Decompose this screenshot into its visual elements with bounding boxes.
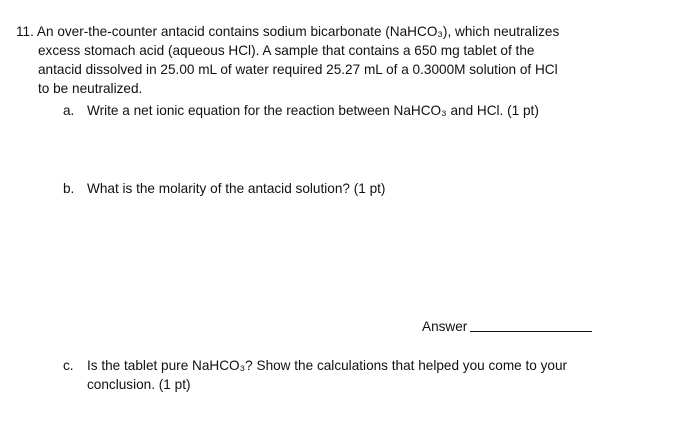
part-b-text: What is the molarity of the antacid solution? (1 pt) bbox=[87, 181, 386, 196]
part-a-letter: a. bbox=[63, 103, 75, 118]
part-c-text-line-2: conclusion. (1 pt) bbox=[87, 377, 191, 392]
question-text-line-1: An over-the-counter antacid contains sodium bicarbonate (NaHCO₃), which neutralizes bbox=[36, 24, 560, 39]
question-number: 11. bbox=[16, 24, 34, 39]
question-text-line-4: to be neutralized. bbox=[38, 81, 143, 96]
part-b bbox=[63, 179, 385, 198]
answer-blank-line[interactable] bbox=[470, 330, 592, 332]
part-a bbox=[63, 101, 539, 120]
part-b-letter: b. bbox=[63, 181, 75, 196]
answer-field bbox=[422, 317, 592, 336]
part-c-letter: c. bbox=[63, 358, 74, 373]
question-line-1 bbox=[16, 22, 671, 41]
question-text-line-3: antacid dissolved in 25.00 mL of water required 25.27 mL of a 0.3000M solution of HCl bbox=[38, 62, 558, 77]
question-11 bbox=[16, 22, 671, 98]
part-c bbox=[63, 356, 567, 394]
part-a-text: Write a net ionic equation for the reaction between NaHCO₃ and HCl. (1 pt) bbox=[87, 103, 539, 118]
part-c-text-line-1: Is the tablet pure NaHCO₃? Show the calculations that helped you come to your bbox=[87, 358, 568, 373]
question-text-line-2: excess stomach acid (aqueous HCl). A sample that contains a 650 mg tablet of the bbox=[38, 43, 535, 58]
answer-label: Answer bbox=[422, 319, 468, 334]
